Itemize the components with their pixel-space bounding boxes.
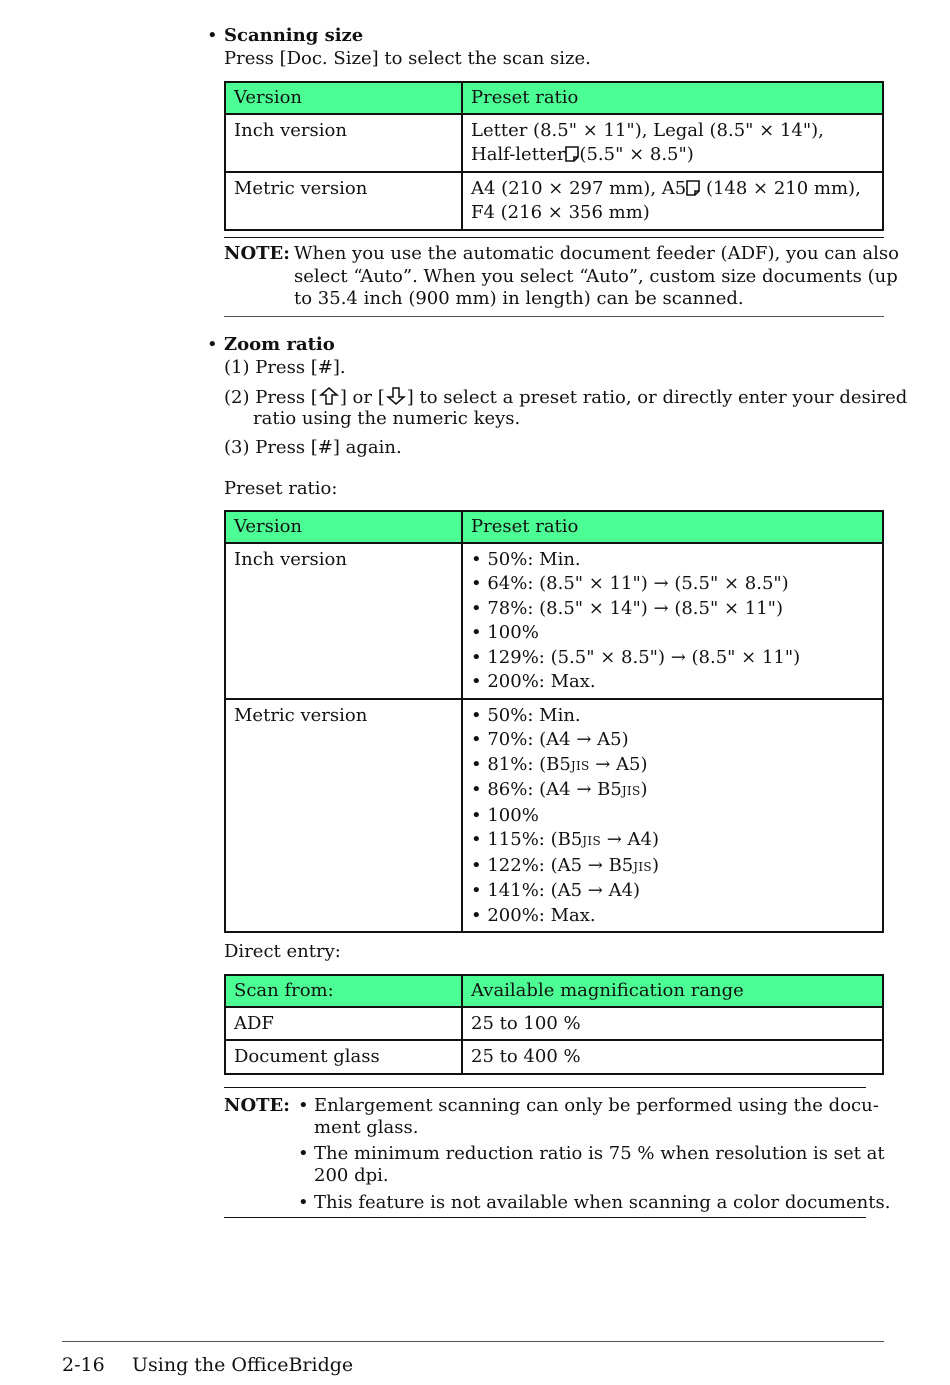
step-3: (3) Press [#] again. [224, 437, 402, 458]
table-row [225, 1007, 883, 1041]
version-cell: Metric version [225, 172, 462, 230]
preset-list-cell [462, 699, 883, 933]
up-arrow-key-icon [318, 386, 340, 406]
list-item: • 78%: (8.5" × 14") → (8.5" × 11") [471, 597, 783, 619]
scan-size-table [224, 81, 884, 231]
preset-line: Letter (8.5" × 11"), Legal (8.5" × 14"), [471, 119, 824, 141]
range-cell: 25 to 400 % [462, 1040, 883, 1074]
list-text: • 122%: (A5 → B5 [471, 854, 634, 876]
table-row [225, 114, 883, 172]
jis-subscript: JIS [570, 758, 590, 773]
bullet-dot: • [298, 1143, 309, 1164]
step-2-text: ] or [ [339, 387, 385, 408]
note-rule-top [224, 1087, 866, 1088]
table-row [225, 1040, 883, 1074]
list-text: ) [651, 854, 659, 876]
table-header-row [225, 511, 883, 543]
note-text-line: select “Auto”. When you select “Auto”, custom size documents (up [294, 266, 898, 287]
preset-text: (148 × 210 mm), [700, 177, 861, 199]
list-item [471, 828, 874, 854]
list-item: • 50%: Min. [471, 548, 581, 570]
note-text-line: to 35.4 inch (900 mm) in length) can be scanned. [294, 288, 744, 309]
preset-ratio-cell [462, 114, 883, 172]
zoom-ratio-heading: Zoom ratio [224, 334, 335, 355]
landscape-orientation-icon [686, 179, 700, 197]
scan-source-cell: ADF [225, 1007, 462, 1041]
version-cell: Inch version [225, 114, 462, 172]
list-text: → A4) [600, 829, 659, 850]
list-item: • 100% [471, 804, 539, 826]
table-row [225, 543, 883, 699]
list-text: ) [640, 779, 648, 800]
note-rule-bottom [224, 1217, 866, 1218]
bullet-dot: • [298, 1192, 309, 1213]
preset-ratio-table [224, 510, 884, 933]
version-cell: Metric version [225, 699, 462, 933]
list-item: • 64%: (8.5" × 11") → (5.5" × 8.5") [471, 573, 789, 594]
preset-line [471, 177, 874, 202]
jis-subscript: JIS [621, 784, 641, 798]
landscape-orientation-icon [565, 145, 579, 163]
jis-subscript: JIS [582, 834, 601, 848]
list-item: • 200%: Max. [471, 671, 596, 692]
column-header-version: Version [225, 82, 462, 114]
direct-entry-table [224, 974, 884, 1075]
note-bullet-text: Enlargement scanning can only be performed using the docu- [314, 1095, 879, 1116]
note-bullet-text: 200 dpi. [314, 1165, 389, 1186]
scan-source-cell: Document glass [225, 1040, 462, 1074]
list-item [471, 854, 874, 880]
list-text: • 81%: (B5 [471, 753, 571, 775]
preset-line: F4 (216 × 356 mm) [471, 202, 650, 223]
footer-rule [62, 1341, 884, 1342]
bullet-dot: • [207, 25, 218, 46]
down-arrow-key-icon [385, 386, 407, 406]
table-header-row [225, 975, 883, 1007]
preset-text: A4 (210 × 297 mm), A5 [471, 177, 687, 199]
scanning-size-intro: Press [Doc. Size] to select the scan size. [224, 48, 591, 69]
list-item: • 100% [471, 622, 539, 643]
list-item: • 200%: Max. [471, 904, 596, 926]
column-header-scan-from: Scan from: [225, 975, 462, 1007]
jis-subscript: JIS [633, 859, 652, 874]
step-2-text: ] to select a preset ratio, or directly enter your desired [406, 387, 908, 408]
page-number: 2-16 [62, 1354, 105, 1376]
scanning-size-heading: Scanning size [224, 25, 364, 46]
column-header-preset-ratio: Preset ratio [462, 511, 883, 543]
note-rule-top [224, 237, 884, 238]
bullet-dot: • [298, 1095, 309, 1116]
preset-line [471, 143, 874, 168]
table-row [225, 172, 883, 230]
range-cell: 25 to 100 % [462, 1007, 883, 1041]
step-2-continued: ratio using the numeric keys. [253, 408, 521, 429]
note-label: NOTE: [224, 243, 290, 264]
list-item: • 129%: (5.5" × 8.5") → (8.5" × 11") [471, 646, 801, 668]
column-header-preset-ratio: Preset ratio [462, 82, 883, 114]
list-item: • 141%: (A5 → A4) [471, 880, 641, 901]
column-header-version: Version [225, 511, 462, 543]
note-bullet-text: The minimum reduction ratio is 75 % when resolution is set at [314, 1143, 885, 1164]
list-item: • 70%: (A4 → A5) [471, 729, 629, 750]
version-cell: Inch version [225, 543, 462, 699]
preset-ratio-label: Preset ratio: [224, 478, 338, 499]
list-text: → A5) [589, 753, 648, 775]
table-row [225, 699, 883, 933]
preset-list-cell [462, 543, 883, 699]
preset-ratio-cell [462, 172, 883, 230]
table-header-row [225, 82, 883, 114]
note-bullet-text: ment glass. [314, 1117, 419, 1138]
list-item [471, 753, 874, 779]
step-2-text: (2) Press [ [224, 387, 318, 408]
bullet-dot: • [207, 334, 218, 355]
preset-text: Half-letter [471, 144, 566, 165]
note-text-line: When you use the automatic document feeder (ADF), you can also [294, 243, 899, 264]
list-text: • 115%: (B5 [471, 829, 583, 850]
preset-text: (5.5" × 8.5") [579, 144, 694, 165]
footer-section-title: Using the OfficeBridge [132, 1354, 354, 1376]
list-item [471, 778, 874, 804]
note-rule-bottom [224, 316, 884, 317]
list-text: • 86%: (A4 → B5 [471, 779, 622, 800]
step-1: (1) Press [#]. [224, 357, 346, 378]
step-2 [224, 386, 907, 408]
note-label: NOTE: [224, 1095, 290, 1116]
column-header-magnification-range: Available magnification range [462, 975, 883, 1007]
direct-entry-label: Direct entry: [224, 941, 341, 962]
note-bullet-text: This feature is not available when scanning a color documents. [314, 1192, 891, 1213]
list-item: • 50%: Min. [471, 704, 581, 726]
